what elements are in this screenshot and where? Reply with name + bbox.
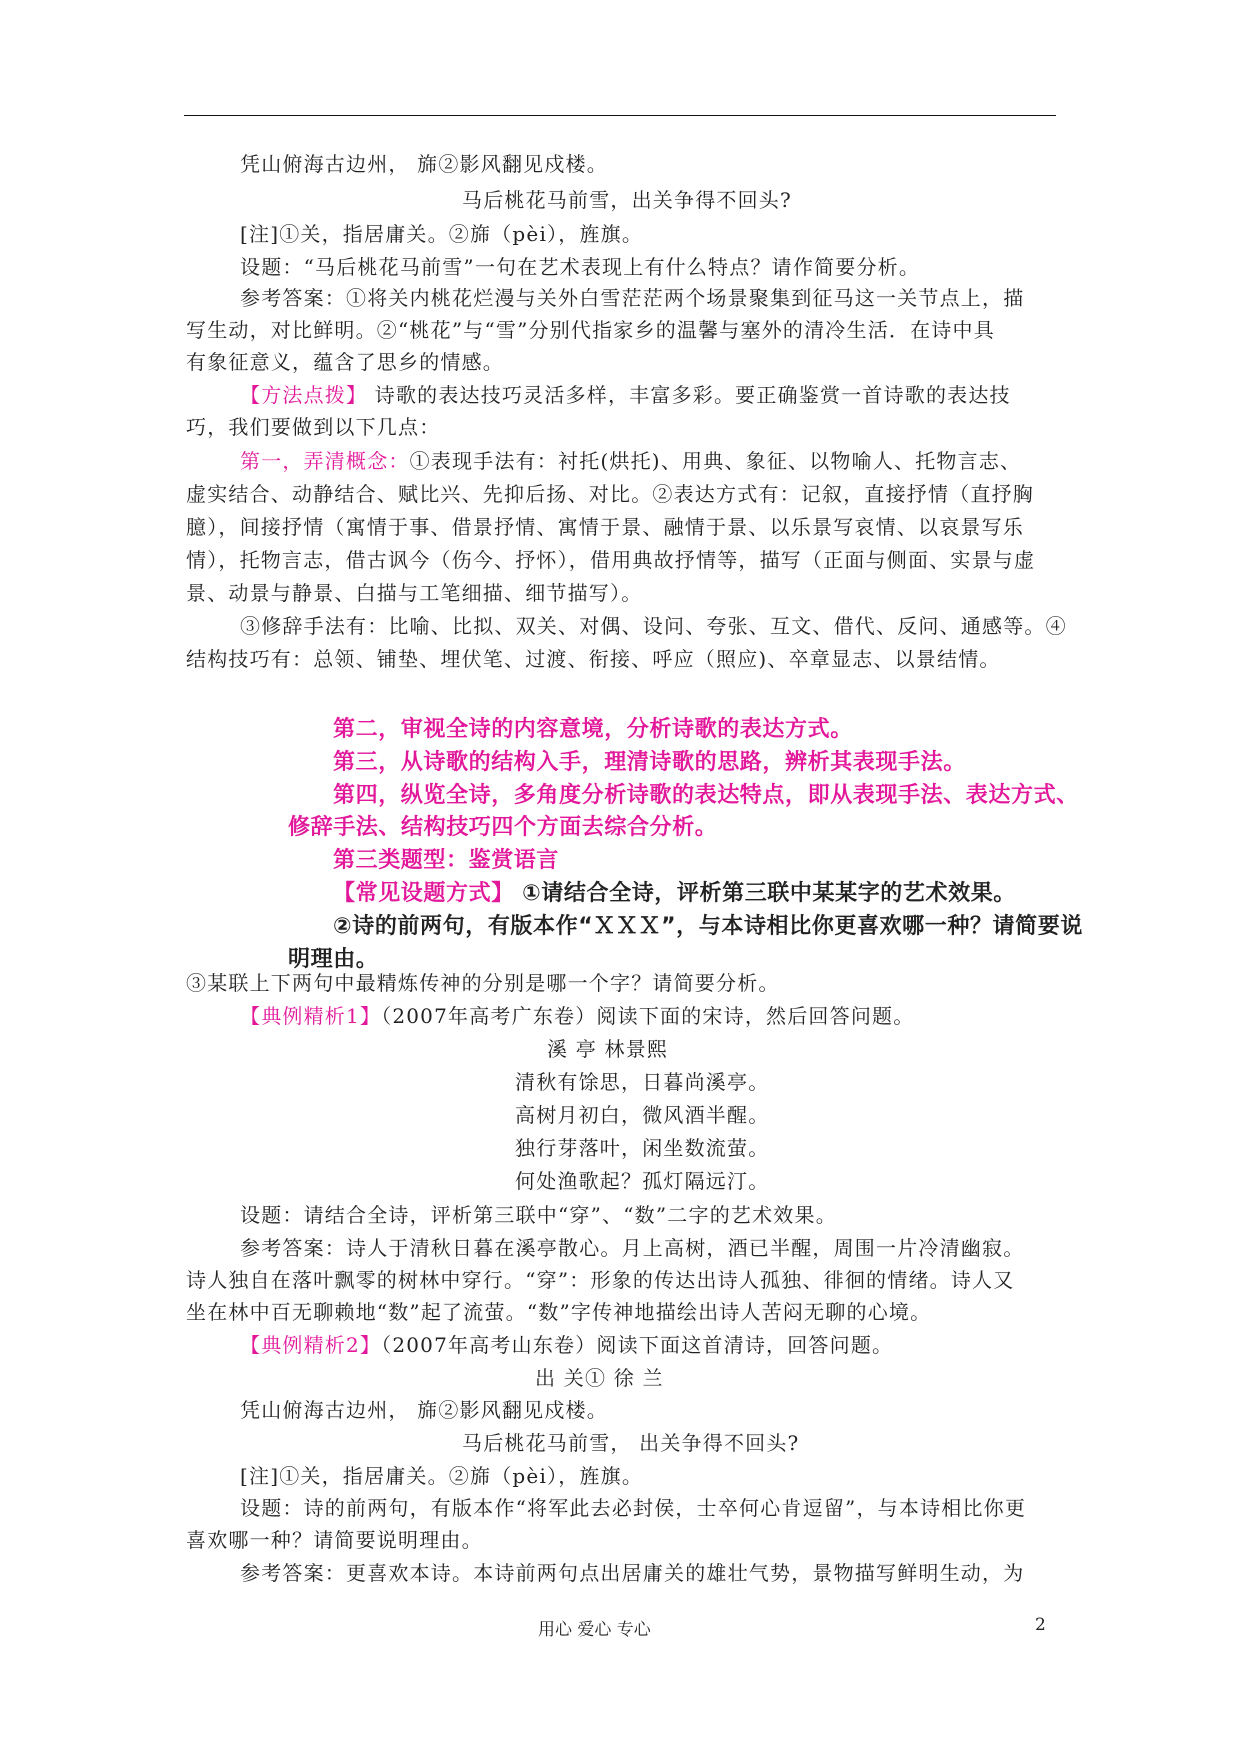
lines-line [547, 1037, 668, 1061]
lines-line [186, 482, 1034, 506]
lines-line [462, 188, 792, 212]
line-text: 有象征意义，蕴含了思乡的情感。 [186, 350, 504, 374]
line-text: ②诗的前两句，有版本作“ＸＸＸ”，与本诗相比你更喜欢哪一种？请简要说 [333, 914, 1083, 939]
line-text: 坐在林中百无聊赖地“数”起了流萤。“数”字传神地描绘出诗人苦闷无聊的心境。 [186, 1300, 932, 1324]
lines-line [240, 1464, 643, 1488]
line-text: 巧，我们要做到以下几点： [186, 415, 441, 439]
lines-line [240, 1561, 1024, 1585]
line-text: 高树月初白，微风酒半醒。 [515, 1103, 770, 1127]
section-label: 第一，弄清概念： [240, 449, 410, 473]
line-text: 清秋有馀思，日暮尚溪亭。 [515, 1070, 770, 1094]
lines-line [240, 286, 1024, 310]
lines-line [186, 971, 780, 995]
header-rule [184, 115, 1056, 116]
line-text: 虚实结合、动静结合、赋比兴、先抑后扬、对比。②表达方式有：记叙，直接抒情（直抒胸 [186, 482, 1034, 506]
lines-line [240, 1496, 1026, 1520]
lines-line [515, 1103, 769, 1127]
lines-line [535, 1366, 664, 1390]
line-text: 设题：“马后桃花马前雪”一句在艺术表现上有什么特点？请作简要分析。 [240, 255, 921, 279]
black_bold_block-line [333, 882, 1016, 906]
lines-line [186, 350, 504, 374]
pink_block-line [288, 816, 717, 840]
line-text: 出 关① 徐 兰 [535, 1366, 664, 1390]
line-text: 修辞手法、结构技巧四个方面去综合分析。 [288, 815, 718, 840]
line-text: 臆），间接抒情（寓情于事、借景抒情、寓情于景、融情于景、以乐景写哀情、以哀景写乐 [186, 515, 1024, 539]
lines-line [186, 515, 1024, 539]
line-text: [注]①关，指居庸关。②旆（pèi），旌旗。 [240, 1464, 644, 1488]
line-text: 第三类题型：鉴赏语言 [333, 848, 560, 873]
lines-line [186, 581, 642, 605]
section-label: 【方法点拨】 [240, 383, 368, 407]
lines-line [186, 415, 440, 439]
line-text: 结构技巧有：总领、铺垫、埋伏笔、过渡、衔接、呼应（照应)、卒章显志、以景结情。 [186, 647, 1001, 671]
line-text: 何处渔歌起？孤灯隔远汀。 [515, 1169, 770, 1193]
line-text: 写生动，对比鲜明。②“桃花”与“雪”分别代指家乡的温馨与塞外的清冷生活．在诗中具 [186, 318, 995, 342]
page-number: 2 [1035, 1615, 1046, 1635]
lines-line [240, 1333, 893, 1357]
lines-line [240, 1236, 1024, 1260]
line-text: 诗人独自在落叶飘零的树林中穿行。“穿”：形象的传达出诗人孤独、徘徊的情绪。诗人又 [186, 1268, 1015, 1292]
line-text: 马后桃花马前雪，出关争得不回头? [462, 188, 792, 212]
line-text: ①表现手法有：衬托(烘托)、用典、象征、以物喻人、托物言志、 [409, 449, 1022, 473]
line-text: ①请结合全诗，评析第三联中某某字的艺术效果。 [513, 881, 1016, 906]
line-text: 明理由。 [288, 947, 379, 972]
lines-line [240, 449, 1021, 473]
lines-line [240, 152, 608, 176]
lines-line [240, 1203, 837, 1227]
lines-line [240, 614, 1067, 638]
lines-line [240, 255, 920, 279]
line-text: （2007年高考广东卷）阅读下面的宋诗，然后回答问题。 [381, 1004, 915, 1028]
lines-line [515, 1070, 769, 1094]
lines-line [240, 1004, 914, 1028]
line-text: ③修辞手法有：比喻、比拟、双关、对偶、设问、夸张、互文、借代、反问、通感等。④ [240, 614, 1067, 638]
lines-line [515, 1169, 769, 1193]
lines-line [240, 383, 1011, 407]
line-text: 参考答案：①将关内桃花烂漫与关外白雪茫茫两个场景聚集到征马这一关节点上，描 [240, 286, 1025, 310]
lines-line [186, 548, 1035, 572]
lines-line [462, 1431, 799, 1455]
line-text: 情），托物言志，借古讽今（伤今、抒怀），借用典故抒情等，描写（正面与侧面、实景与虚 [186, 548, 1036, 572]
line-text: 独行芽落叶，闲坐数流萤。 [515, 1136, 770, 1160]
lines-line [186, 1268, 1014, 1292]
pink_block-line [333, 784, 1079, 808]
black_bold_block-line [333, 915, 1083, 939]
line-text: （2007年高考山东卷）阅读下面这首清诗，回答问题。 [381, 1333, 894, 1357]
lines-line [240, 222, 643, 246]
line-text: 第二，审视全诗的内容意境，分析诗歌的表达方式。 [333, 717, 853, 742]
black_bold_block-line [288, 948, 378, 972]
lines-line [186, 318, 995, 342]
section-label: 【常见设题方式】 [333, 881, 514, 906]
lines-line [240, 1398, 608, 1422]
line-text: 设题：诗的前两句，有版本作“将军此去必封侯，士卒何心肯逗留”，与本诗相比你更 [240, 1496, 1027, 1520]
line-text: 设题：请结合全诗，评析第三联中“穿”、“数”二字的艺术效果。 [240, 1203, 837, 1227]
footer-motto: 用心 爱心 专心 [538, 1620, 651, 1640]
line-text: 诗歌的表达技巧灵活多样，丰富多彩。要正确鉴赏一首诗歌的表达技 [367, 383, 1011, 407]
line-text: 参考答案：更喜欢本诗。本诗前两句点出居庸关的雄壮气势，景物描写鲜明生动，为 [240, 1561, 1025, 1585]
line-text: 景、动景与静景、白描与工笔细描、细节描写）。 [186, 581, 643, 605]
line-text: 溪 亭 林景熙 [547, 1037, 669, 1061]
pink_block-line [333, 718, 853, 742]
lines-line [515, 1136, 769, 1160]
line-text: 喜欢哪一种？请简要说明理由。 [186, 1528, 483, 1552]
line-text: [注]①关，指居庸关。②旆（pèi），旌旗。 [240, 222, 644, 246]
line-text: 参考答案：诗人于清秋日暮在溪亭散心。月上高树，酒已半醒，周围一片冷清幽寂。 [240, 1236, 1025, 1260]
line-text: 马后桃花马前雪， 出关争得不回头? [462, 1431, 800, 1455]
line-text: 第三，从诗歌的结构入手，理清诗歌的思路，辨析其表现手法。 [333, 750, 966, 775]
lines-line [186, 647, 1001, 671]
section-label: 【典例精析1】 [240, 1004, 382, 1028]
pink_block-line [333, 849, 559, 873]
line-text: ③某联上下两句中最精炼传神的分别是哪一个字？请简要分析。 [186, 971, 780, 995]
line-text: 第四，纵览全诗，多角度分析诗歌的表达特点，即从表现手法、表达方式、 [333, 783, 1079, 808]
line-text: 凭山俯海古边州， 旆②影风翻见戍楼。 [240, 152, 608, 176]
line-text: 凭山俯海古边州， 旆②影风翻见戍楼。 [240, 1398, 608, 1422]
section-label: 【典例精析2】 [240, 1333, 382, 1357]
lines-line [186, 1528, 483, 1552]
lines-line [186, 1300, 931, 1324]
pink_block-line [333, 751, 966, 775]
